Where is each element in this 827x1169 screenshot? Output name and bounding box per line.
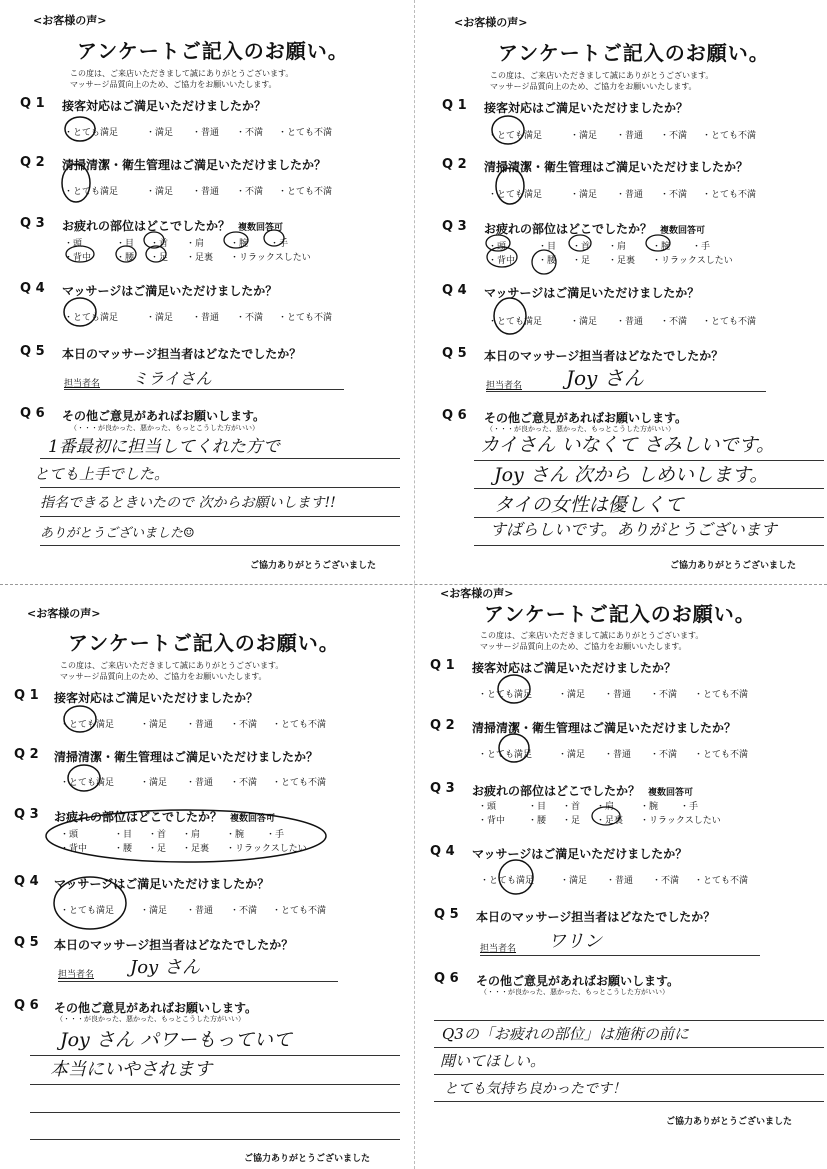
q1-option-very-dissatisfied: ・とても不満 — [278, 128, 333, 138]
q3-part-sole: ・足裏 — [608, 256, 636, 266]
comment-rule-3 — [30, 1112, 400, 1113]
staff-name-label: 担当者名 — [480, 944, 517, 954]
q3-multi-answer-note: 複数回答可 — [648, 788, 694, 798]
q3-number: Q 3 — [430, 781, 455, 796]
q2-number: Q 2 — [20, 155, 45, 170]
comment-line-1: 1番最初に担当してくれた方で — [48, 437, 280, 457]
q2-number: Q 2 — [442, 157, 467, 172]
staff-name-line — [480, 955, 760, 956]
q3-text — [484, 220, 705, 237]
q3-text — [472, 782, 693, 799]
q3-part-leg: ・足 — [562, 816, 581, 826]
q1-option-normal: ・普通 — [186, 720, 214, 730]
q4-text: マッサージはご満足いただけましたか？ — [62, 284, 278, 298]
q1-option-very-satisfied: ・とても満足 — [478, 690, 533, 700]
intro-line-2: マッサージ品質向上のため、ご協力をお願いいたします。 — [480, 642, 687, 651]
comment-line-2: 聞いてほしい。 — [440, 1052, 546, 1070]
q1-option-satisfied: ・満足 — [146, 128, 174, 138]
q6-text: その他ご意見があればお願いします。 — [476, 974, 680, 988]
q6-note: （・・・が良かった、悪かった、もっとこうした方がいい） — [480, 988, 669, 996]
q1-text: 接客対応はご満足いただけましたか？ — [54, 691, 259, 705]
q3-part-neck: ・首 — [572, 242, 591, 252]
q2-text: 清掃清潔・衛生管理はご満足いただけましたか？ — [54, 750, 319, 764]
q3-part-back: ・背中 — [488, 256, 516, 266]
q3-text — [54, 808, 275, 825]
q3-part-arm: ・腕 — [640, 802, 659, 812]
q6-number: Q 6 — [14, 998, 39, 1013]
q2-option-very-dissatisfied: ・とても不満 — [694, 750, 749, 760]
survey-title: アンケートご記入のお願い。 — [68, 631, 340, 655]
q1-text: 接客対応はご満足いただけましたか？ — [62, 99, 267, 113]
thanks-footer: ご協力ありがとうございました — [670, 561, 797, 571]
q4-option-satisfied: ・満足 — [146, 313, 174, 323]
q3-part-sole: ・足裏 — [182, 844, 210, 854]
q3-number: Q 3 — [14, 807, 39, 822]
staff-name-handwritten: ワリン — [548, 931, 602, 952]
q2-option-normal: ・普通 — [604, 750, 632, 760]
comment-line-2: とても上手でした。 — [34, 465, 170, 483]
q2-text: 清掃清潔・衛生管理はご満足いただけましたか？ — [62, 158, 327, 172]
q3-part-hand: ・手 — [270, 239, 289, 249]
q4-option-satisfied: ・満足 — [570, 317, 598, 327]
staff-name-handwritten: Joy さん — [130, 957, 200, 978]
q1-option-satisfied: ・満足 — [140, 720, 168, 730]
q2-option-normal: ・普通 — [186, 778, 214, 788]
q3-part-arm: ・腕 — [226, 830, 245, 840]
q2-option-satisfied: ・満足 — [570, 190, 598, 200]
staff-name-line — [486, 391, 766, 392]
q1-option-satisfied: ・満足 — [558, 690, 586, 700]
q3-part-relax: ・リラックスしたい — [230, 253, 311, 263]
q1-option-normal: ・普通 — [616, 131, 644, 141]
comment-line-3: とても気持ち良かったです！ — [444, 1081, 626, 1097]
comment-rule-4 — [40, 545, 400, 546]
q1-option-dissatisfied: ・不満 — [230, 720, 258, 730]
staff-name-handwritten: Joy さん — [566, 366, 644, 390]
q3-question: お疲れの部位はどこでしたか？ — [472, 784, 641, 798]
q3-part-waist: ・腰 — [116, 253, 135, 263]
q3-part-neck: ・首 — [148, 830, 167, 840]
q2-option-dissatisfied: ・不満 — [230, 778, 258, 788]
q3-part-leg: ・足 — [572, 256, 591, 266]
q3-part-back: ・背中 — [478, 816, 506, 826]
q1-text: 接客対応はご満足いただけましたか？ — [472, 661, 677, 675]
comment-rule-1 — [434, 1047, 824, 1048]
survey-title: アンケートご記入のお願い。 — [77, 39, 349, 63]
q1-option-very-satisfied: ・とても満足 — [60, 720, 115, 730]
q4-option-very-dissatisfied: ・とても不満 — [278, 313, 333, 323]
voice-tag: <お客様の声> — [440, 587, 514, 600]
survey-sheet-1 — [0, 0, 414, 584]
q2-option-very-satisfied: ・とても満足 — [60, 778, 115, 788]
q3-part-eyes: ・目 — [116, 239, 135, 249]
q4-option-dissatisfied: ・不満 — [652, 876, 680, 886]
thanks-footer: ご協力ありがとうございました — [250, 561, 377, 571]
q3-part-neck: ・首 — [562, 802, 581, 812]
thanks-footer: ご協力ありがとうございました — [666, 1117, 793, 1127]
q6-note: （・・・が良かった、悪かった、もっとこうした方がいい） — [70, 424, 259, 432]
q1-option-normal: ・普通 — [604, 690, 632, 700]
q3-question: お疲れの部位はどこでしたか？ — [62, 219, 231, 233]
comment-line-1: カイさん いなくて さみしいです。 — [480, 434, 775, 456]
q2-option-very-satisfied: ・とても満足 — [478, 750, 533, 760]
q3-part-arm: ・腕 — [652, 242, 671, 252]
q3-part-hand: ・手 — [266, 830, 285, 840]
q2-option-normal: ・普通 — [192, 187, 220, 197]
q4-number: Q 4 — [442, 283, 467, 298]
comment-rule-4 — [474, 545, 824, 546]
q4-option-very-dissatisfied: ・とても不満 — [702, 317, 757, 327]
staff-name-label: 担当者名 — [486, 381, 523, 391]
q2-text: 清掃清潔・衛生管理はご満足いただけましたか？ — [484, 160, 749, 174]
q5-text: 本日のマッサージ担当者はどなたでしたか？ — [54, 938, 294, 952]
q6-text: その他ご意見があればお願いします。 — [62, 409, 266, 423]
thanks-footer: ご協力ありがとうございました — [244, 1154, 371, 1164]
comment-line-2: 本当にいやされます — [50, 1059, 212, 1080]
q3-part-eyes: ・目 — [538, 242, 557, 252]
q4-option-very-dissatisfied: ・とても不満 — [272, 906, 327, 916]
survey-title: アンケートご記入のお願い。 — [498, 41, 770, 65]
q3-part-shoulder: ・肩 — [182, 830, 201, 840]
survey-sheet-3 — [0, 585, 414, 1169]
q1-option-very-satisfied: ・とても満足 — [488, 131, 543, 141]
comment-rule-2 — [474, 488, 824, 489]
q6-number: Q 6 — [434, 971, 459, 986]
q6-number: Q 6 — [20, 406, 45, 421]
q4-text: マッサージはご満足いただけましたか？ — [472, 847, 688, 861]
q3-part-leg: ・足 — [150, 253, 169, 263]
q4-number: Q 4 — [20, 281, 45, 296]
voice-tag: <お客様の声> — [454, 16, 528, 29]
q3-part-waist: ・腰 — [538, 256, 557, 266]
voice-tag: <お客様の声> — [33, 14, 107, 27]
q1-option-normal: ・普通 — [192, 128, 220, 138]
q3-multi-answer-note: 複数回答可 — [660, 226, 706, 236]
q4-option-very-dissatisfied: ・とても不満 — [694, 876, 749, 886]
q4-option-normal: ・普通 — [606, 876, 634, 886]
survey-sheet-4 — [414, 585, 827, 1169]
survey-sheet-2 — [414, 0, 827, 584]
comment-line-3: タイの女性は優しくて — [494, 494, 684, 516]
q5-text: 本日のマッサージ担当者はどなたでしたか？ — [484, 349, 724, 363]
q3-part-sole: ・足裏 — [596, 816, 624, 826]
q2-option-dissatisfied: ・不満 — [650, 750, 678, 760]
q1-option-dissatisfied: ・不満 — [660, 131, 688, 141]
staff-name-line — [64, 389, 344, 390]
comment-rule-2 — [30, 1084, 400, 1085]
q5-number: Q 5 — [14, 935, 39, 950]
comment-line-4: すばらしいです。ありがとうございます — [490, 520, 777, 539]
q4-option-normal: ・普通 — [186, 906, 214, 916]
q2-option-normal: ・普通 — [616, 190, 644, 200]
q3-part-relax: ・リラックスしたい — [640, 816, 721, 826]
q1-option-dissatisfied: ・不満 — [650, 690, 678, 700]
comment-line-2: Joy さん 次から しめいします。 — [494, 464, 769, 486]
comment-line-4: ありがとうございました☺ — [40, 526, 195, 541]
q3-part-eyes: ・目 — [114, 830, 133, 840]
q4-option-dissatisfied: ・不満 — [236, 313, 264, 323]
q1-text: 接客対応はご満足いただけましたか？ — [484, 101, 689, 115]
staff-name-handwritten: ミライさん — [132, 369, 212, 388]
comment-line-1: Joy さん パワーもっていて — [60, 1029, 292, 1051]
q2-option-very-satisfied: ・とても満足 — [64, 187, 119, 197]
q3-multi-answer-note: 複数回答可 — [238, 223, 284, 233]
comment-line-1: Q3の「お疲れの部位」は施術の前に — [442, 1025, 689, 1043]
intro-line-2: マッサージ品質向上のため、ご協力をお願いいたします。 — [60, 672, 267, 681]
q1-option-very-dissatisfied: ・とても不満 — [702, 131, 757, 141]
q3-part-eyes: ・目 — [528, 802, 547, 812]
q4-option-satisfied: ・満足 — [140, 906, 168, 916]
q1-option-dissatisfied: ・不満 — [236, 128, 264, 138]
q1-option-satisfied: ・満足 — [570, 131, 598, 141]
q3-part-sole: ・足裏 — [186, 253, 214, 263]
q3-part-hand: ・手 — [692, 242, 711, 252]
intro-line-1: この度は、ご来店いただきまして誠にありがとうございます。 — [490, 71, 714, 80]
q2-option-satisfied: ・満足 — [146, 187, 174, 197]
staff-name-label: 担当者名 — [58, 970, 95, 980]
q1-number: Q 1 — [14, 688, 39, 703]
q4-text: マッサージはご満足いただけましたか？ — [484, 286, 700, 300]
q3-part-head: ・頭 — [60, 830, 79, 840]
intro-line-2: マッサージ品質向上のため、ご協力をお願いいたします。 — [70, 80, 277, 89]
survey-title: アンケートご記入のお願い。 — [484, 602, 756, 626]
comment-rule-4 — [30, 1139, 400, 1140]
q3-question: お疲れの部位はどこでしたか？ — [484, 222, 653, 236]
q5-text: 本日のマッサージ担当者はどなたでしたか？ — [476, 910, 716, 924]
q4-option-very-satisfied: ・とても満足 — [488, 317, 543, 327]
q3-question: お疲れの部位はどこでしたか？ — [54, 810, 223, 824]
q2-option-satisfied: ・満足 — [558, 750, 586, 760]
voice-tag: <お客様の声> — [27, 607, 101, 620]
q1-number: Q 1 — [430, 658, 455, 673]
comment-rule-3 — [40, 516, 400, 517]
q2-option-very-dissatisfied: ・とても不満 — [702, 190, 757, 200]
q1-number: Q 1 — [20, 96, 45, 111]
q2-number: Q 2 — [430, 718, 455, 733]
q3-part-shoulder: ・肩 — [608, 242, 627, 252]
q4-option-normal: ・普通 — [192, 313, 220, 323]
intro-line-2: マッサージ品質向上のため、ご協力をお願いいたします。 — [490, 82, 697, 91]
q4-option-dissatisfied: ・不満 — [660, 317, 688, 327]
q3-part-back: ・背中 — [60, 844, 88, 854]
comment-rule-3 — [434, 1101, 824, 1102]
q2-option-satisfied: ・満足 — [140, 778, 168, 788]
staff-name-line — [58, 981, 338, 982]
q3-part-head: ・頭 — [478, 802, 497, 812]
q4-option-very-satisfied: ・とても満足 — [480, 876, 535, 886]
intro-line-1: この度は、ご来店いただきまして誠にありがとうございます。 — [60, 661, 284, 670]
q3-multi-answer-note: 複数回答可 — [230, 814, 276, 824]
q1-number: Q 1 — [442, 98, 467, 113]
q4-option-very-satisfied: ・とても満足 — [60, 906, 115, 916]
q2-option-dissatisfied: ・不満 — [236, 187, 264, 197]
staff-name-label: 担当者名 — [64, 379, 101, 389]
q6-text: その他ご意見があればお願いします。 — [484, 411, 688, 425]
q6-text: その他ご意見があればお願いします。 — [54, 1001, 258, 1015]
comment-line-3: 指名できるときいたので 次からお願いします!! — [40, 495, 336, 511]
q6-note: （・・・が良かった、悪かった、もっとこうした方がいい） — [486, 425, 675, 433]
q4-option-very-satisfied: ・とても満足 — [64, 313, 119, 323]
q1-option-very-satisfied: ・とても満足 — [64, 128, 119, 138]
q4-option-dissatisfied: ・不満 — [230, 906, 258, 916]
q3-part-hand: ・手 — [680, 802, 699, 812]
q2-option-very-dissatisfied: ・とても不満 — [272, 778, 327, 788]
q3-part-back: ・背中 — [64, 253, 92, 263]
q3-part-leg: ・足 — [148, 844, 167, 854]
q6-number: Q 6 — [442, 408, 467, 423]
q5-text: 本日のマッサージ担当者はどなたでしたか？ — [62, 347, 302, 361]
q3-number: Q 3 — [20, 216, 45, 231]
q3-part-relax: ・リラックスしたい — [652, 256, 733, 266]
q5-number: Q 5 — [434, 907, 459, 922]
q4-text: マッサージはご満足いただけましたか？ — [54, 877, 270, 891]
intro-line-1: この度は、ご来店いただきまして誠にありがとうございます。 — [70, 69, 294, 78]
q4-option-satisfied: ・満足 — [560, 876, 588, 886]
q2-number: Q 2 — [14, 747, 39, 762]
q2-option-very-dissatisfied: ・とても不満 — [278, 187, 333, 197]
q1-option-very-dissatisfied: ・とても不満 — [272, 720, 327, 730]
q3-part-arm: ・腕 — [230, 239, 249, 249]
intro-line-1: この度は、ご来店いただきまして誠にありがとうございます。 — [480, 631, 704, 640]
comment-rule-1 — [40, 458, 400, 459]
q3-text — [62, 217, 283, 234]
q3-part-head: ・頭 — [488, 242, 507, 252]
q3-part-head: ・頭 — [64, 239, 83, 249]
q4-number: Q 4 — [14, 874, 39, 889]
q2-option-very-satisfied: ・とても満足 — [488, 190, 543, 200]
q6-note: （・・・が良かった、悪かった、もっとこうした方がいい） — [56, 1015, 245, 1023]
q2-text: 清掃清潔・衛生管理はご満足いただけましたか？ — [472, 721, 737, 735]
q3-part-waist: ・腰 — [528, 816, 547, 826]
comment-rule-0 — [434, 1020, 824, 1021]
q1-option-very-dissatisfied: ・とても不満 — [694, 690, 749, 700]
q2-option-dissatisfied: ・不満 — [660, 190, 688, 200]
comment-rule-2 — [434, 1074, 824, 1075]
q3-part-neck: ・首 — [150, 239, 169, 249]
q3-part-shoulder: ・肩 — [186, 239, 205, 249]
comment-rule-2 — [40, 487, 400, 488]
q3-number: Q 3 — [442, 219, 467, 234]
q5-number: Q 5 — [20, 344, 45, 359]
q5-number: Q 5 — [442, 346, 467, 361]
q3-part-waist: ・腰 — [114, 844, 133, 854]
q3-part-relax: ・リラックスしたい — [226, 844, 307, 854]
q4-number: Q 4 — [430, 844, 455, 859]
q3-part-shoulder: ・肩 — [596, 802, 615, 812]
q4-option-normal: ・普通 — [616, 317, 644, 327]
